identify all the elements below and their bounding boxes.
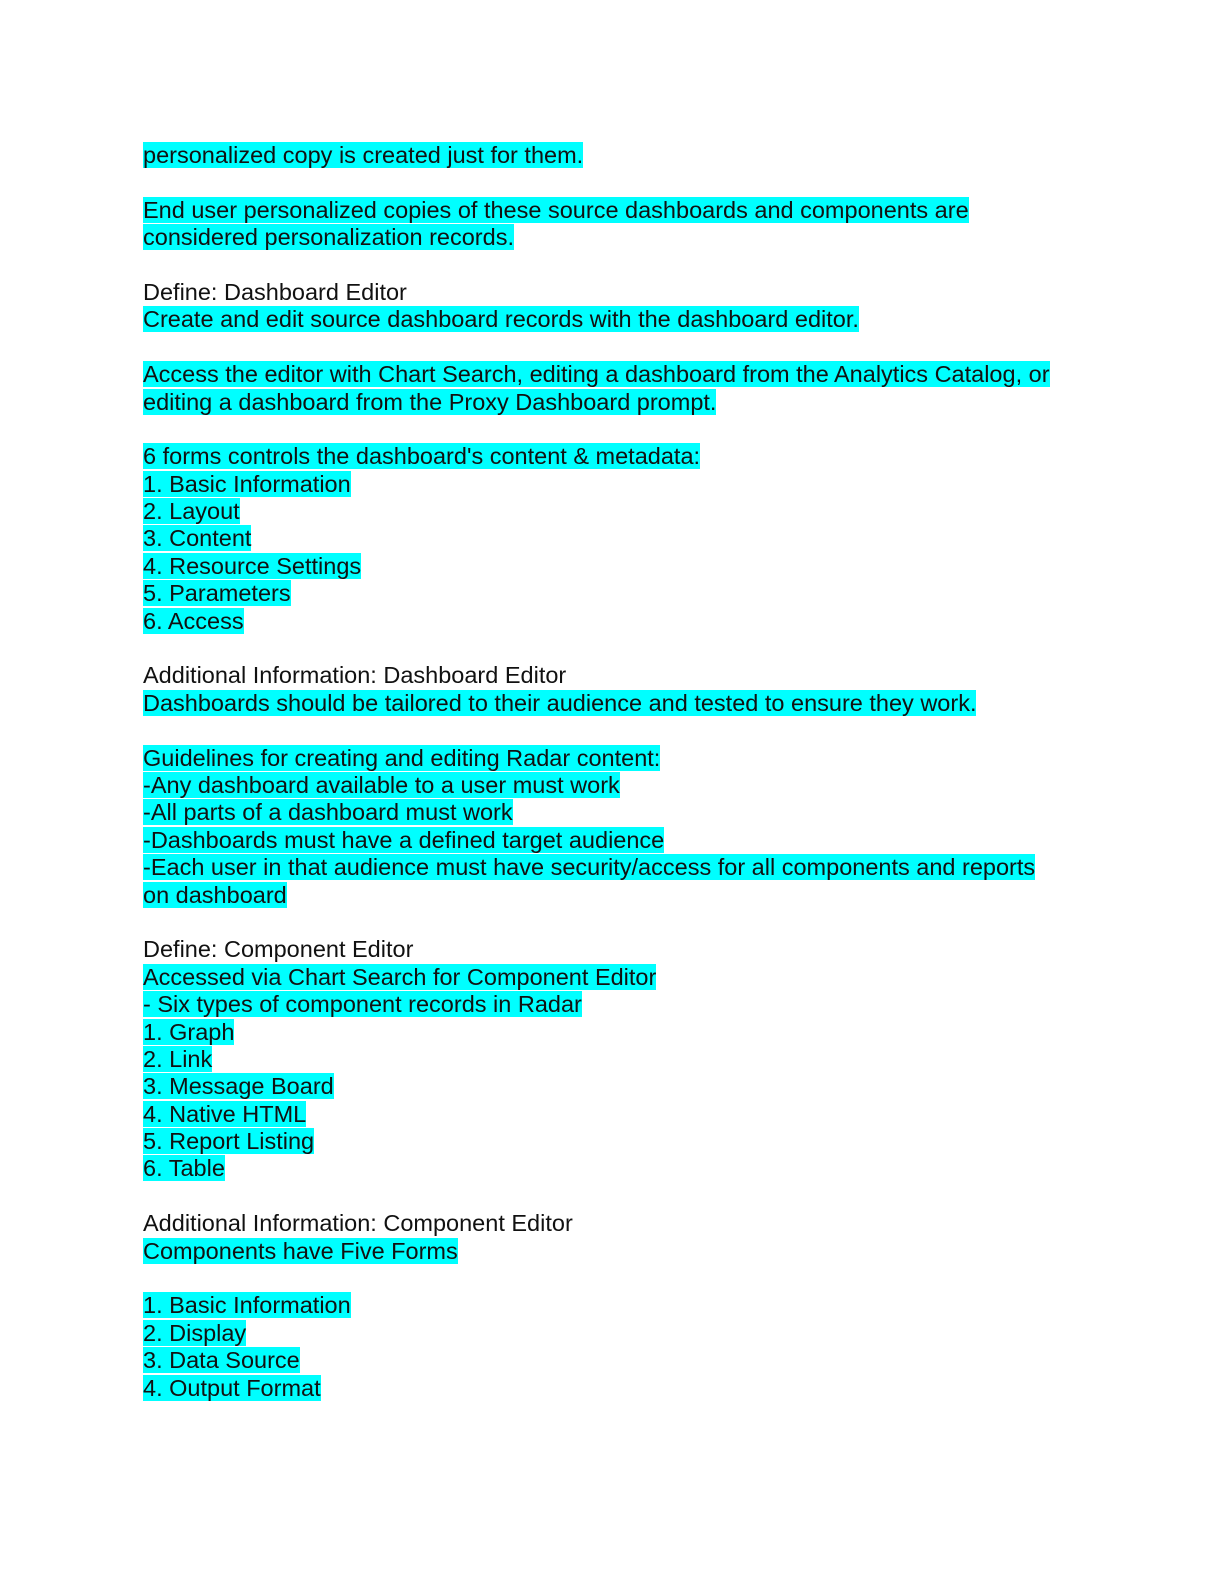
text-line [143, 772, 1083, 799]
text-line [143, 1046, 1083, 1073]
blank-line [143, 334, 1083, 361]
highlighted-text: - Six types of component records in Radar [143, 991, 582, 1018]
highlighted-text: 1. Basic Information [143, 470, 351, 497]
text-line [143, 1210, 1083, 1237]
highlighted-text: 1. Basic Information [143, 1292, 351, 1319]
highlighted-text: 2. Display [143, 1319, 247, 1346]
text-line [143, 882, 1083, 909]
text-line [143, 690, 1083, 717]
highlighted-text: Create and edit source dashboard records with the dashboard editor. [143, 306, 859, 333]
highlighted-text: 2. Layout [143, 498, 240, 525]
blank-line [143, 909, 1083, 936]
text-line [143, 389, 1083, 416]
text-line [143, 306, 1083, 333]
text-line [143, 1375, 1083, 1402]
text-line [143, 936, 1083, 963]
highlighted-text: -Any dashboard available to a user must work [143, 771, 620, 798]
highlighted-text: Dashboards should be tailored to their audience and tested to ensure they work. [143, 689, 977, 716]
highlighted-text: 6. Access [143, 607, 244, 634]
text-line [143, 1238, 1083, 1265]
highlighted-text: 4. Native HTML [143, 1100, 307, 1127]
highlighted-text: Accessed via Chart Search for Component Editor [143, 963, 657, 990]
highlighted-text: -All parts of a dashboard must work [143, 799, 513, 826]
highlighted-text: Access the editor with Chart Search, editing a dashboard from the Analytics Catalog, or [143, 361, 1050, 388]
highlighted-text: 5. Parameters [143, 580, 291, 607]
text-line [143, 443, 1083, 470]
text-line [143, 498, 1083, 525]
blank-line [143, 416, 1083, 443]
text-line [143, 1347, 1083, 1374]
text-line [143, 142, 1083, 169]
text-line [143, 361, 1083, 388]
text-line [143, 745, 1083, 772]
text-line [143, 1292, 1083, 1319]
text-line [143, 1320, 1083, 1347]
highlighted-text: Guidelines for creating and editing Radar content: [143, 744, 661, 771]
blank-line [143, 635, 1083, 662]
text-line [143, 553, 1083, 580]
text-line [143, 608, 1083, 635]
highlighted-text: 6 forms controls the dashboard's content & metadata: [143, 443, 701, 470]
text-line [143, 991, 1083, 1018]
highlighted-text: 3. Message Board [143, 1073, 334, 1100]
text-line [143, 1128, 1083, 1155]
text-line [143, 224, 1083, 251]
text-line [143, 525, 1083, 552]
highlighted-text: 6. Table [143, 1155, 225, 1182]
highlighted-text: -Each user in that audience must have security/access for all components and reports [143, 854, 1036, 881]
text-line [143, 827, 1083, 854]
highlighted-text: personalized copy is created just for them. [143, 142, 584, 168]
plain-text: Additional Information: Dashboard Editor [143, 662, 567, 689]
highlighted-text: 5. Report Listing [143, 1128, 315, 1155]
highlighted-text: 3. Data Source [143, 1347, 300, 1374]
highlighted-text: 3. Content [143, 525, 252, 552]
highlighted-text: -Dashboards must have a defined target audience [143, 826, 665, 853]
highlighted-text: Components have Five Forms [143, 1237, 458, 1264]
text-line [143, 580, 1083, 607]
highlighted-text: editing a dashboard from the Proxy Dashboard prompt. [143, 388, 717, 415]
plain-text: Additional Information: Component Editor [143, 1210, 573, 1237]
plain-text: Define: Dashboard Editor [143, 278, 407, 305]
highlighted-text: 1. Graph [143, 1018, 235, 1045]
text-line [143, 1019, 1083, 1046]
blank-line [143, 1183, 1083, 1210]
blank-line [143, 252, 1083, 279]
plain-text: Define: Component Editor [143, 936, 414, 963]
text-line [143, 799, 1083, 826]
document-body [143, 142, 1083, 1402]
text-line [143, 1101, 1083, 1128]
text-line [143, 662, 1083, 689]
text-line [143, 471, 1083, 498]
text-line [143, 197, 1083, 224]
blank-line [143, 169, 1083, 196]
blank-line [143, 1265, 1083, 1292]
highlighted-text: on dashboard [143, 881, 287, 908]
highlighted-text: 4. Resource Settings [143, 552, 362, 579]
text-line [143, 1155, 1083, 1182]
text-line [143, 854, 1083, 881]
highlighted-text: 4. Output Format [143, 1374, 321, 1401]
highlighted-text: End user personalized copies of these source dashboards and components are [143, 196, 969, 223]
highlighted-text: 2. Link [143, 1045, 213, 1072]
highlighted-text: considered personalization records. [143, 224, 514, 251]
text-line [143, 279, 1083, 306]
text-line [143, 964, 1083, 991]
text-line [143, 1073, 1083, 1100]
blank-line [143, 717, 1083, 744]
